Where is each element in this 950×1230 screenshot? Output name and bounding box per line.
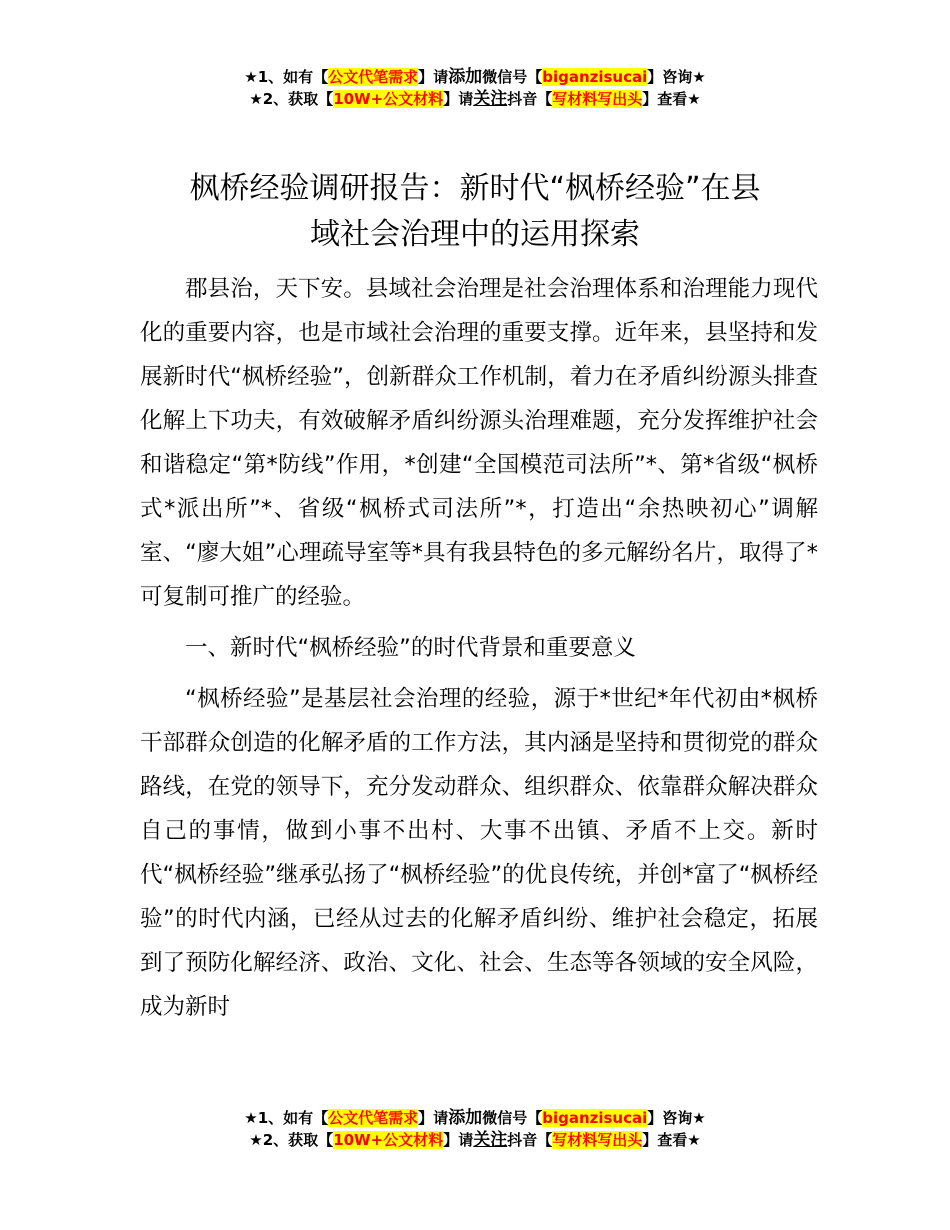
section-heading: 一、新时代“枫桥经验”的时代背景和重要意义	[185, 635, 636, 661]
banner-text: 】查看★	[642, 1131, 701, 1149]
banner-emphasis: 关注	[473, 89, 508, 109]
document-body	[140, 267, 818, 1036]
document-title	[140, 166, 810, 258]
banner-text: 微信号【	[482, 68, 543, 86]
banner-text: 】查看★	[642, 90, 701, 108]
highlight-wechat-id: biganzisucai	[542, 1109, 648, 1127]
banner-line-2	[0, 88, 950, 110]
banner-text: 】请	[443, 1131, 474, 1149]
banner-line-1	[0, 66, 950, 88]
footer-banner	[0, 1107, 950, 1151]
banner-emphasis: 添加	[448, 1108, 483, 1128]
highlight-douyin-id: 写材料写出头	[552, 90, 643, 108]
highlight-materials: 10W+公文材料	[333, 1131, 444, 1149]
banner-text: 】请	[443, 90, 474, 108]
highlight-douyin-id: 写材料写出头	[552, 1131, 643, 1149]
title-line-2: 域社会治理中的运用探索	[310, 217, 640, 252]
banner-line-2	[0, 1129, 950, 1151]
paragraph-background: “枫桥经验”是基层社会治理的经验，源于*世纪*年代初由*枫桥干部群众创造的化解矛盾的工作方法，其内涵是坚持和贯彻党的群众路线，在党的领导下，充分发动群众、组织群众、依靠群众解决群众自己的事情，做到小事不出村、大事不出镇、矛盾不上交。新时代“枫桥经验”继承弘扬了“枫桥经验”的优良传统，并创*富了“枫桥经验”的时代内涵，已经从过去的化解矛盾纠纷、维护社会稳定，拓展到了预防化解经济、政治、文化、社会、生态等各领域的安全风险，成为新时	[140, 686, 818, 1020]
banner-text: ★2、获取【	[249, 90, 334, 108]
highlight-service: 公文代笔需求	[328, 1109, 419, 1127]
header-banner	[0, 66, 950, 110]
banner-text: 微信号【	[482, 1109, 543, 1127]
banner-text: 】咨询★	[647, 1109, 706, 1127]
banner-text: 抖音【	[507, 1131, 553, 1149]
banner-text: 】咨询★	[647, 68, 706, 86]
banner-line-1	[0, 1107, 950, 1129]
banner-text: 】请	[418, 68, 449, 86]
banner-text: 】请	[418, 1109, 449, 1127]
highlight-materials: 10W+公文材料	[333, 90, 444, 108]
banner-text: ★1、如有【	[244, 1109, 329, 1127]
banner-text: ★2、获取【	[249, 1131, 334, 1149]
banner-emphasis: 添加	[448, 67, 483, 87]
highlight-wechat-id: biganzisucai	[542, 68, 648, 86]
banner-text: 抖音【	[507, 90, 553, 108]
paragraph-intro: 郡县治，天下安。县域社会治理是社会治理体系和治理能力现代化的重要内容，也是市域社会治理的重要支撑。近年来，县坚持和发展新时代“枫桥经验”，创新群众工作机制，着力在矛盾纠纷源头排查化解上下功夫，有效破解矛盾纠纷源头治理难题，充分发挥维护社会和谐稳定“第*防线”作用，*创建“全国模范司法所”*、第*省级“枫桥式*派出所”*、省级“枫桥式司法所”*，打造出“余热映初心”调解室、“廖大姐”心理疏导室等*具有我县特色的多元解纷名片，取得了*可复制可推广的经验。	[140, 276, 818, 610]
banner-text: ★1、如有【	[244, 68, 329, 86]
highlight-service: 公文代笔需求	[328, 68, 419, 86]
banner-emphasis: 关注	[473, 1130, 508, 1150]
title-line-1: 枫桥经验调研报告：新时代“枫桥经验”在县	[189, 171, 761, 206]
